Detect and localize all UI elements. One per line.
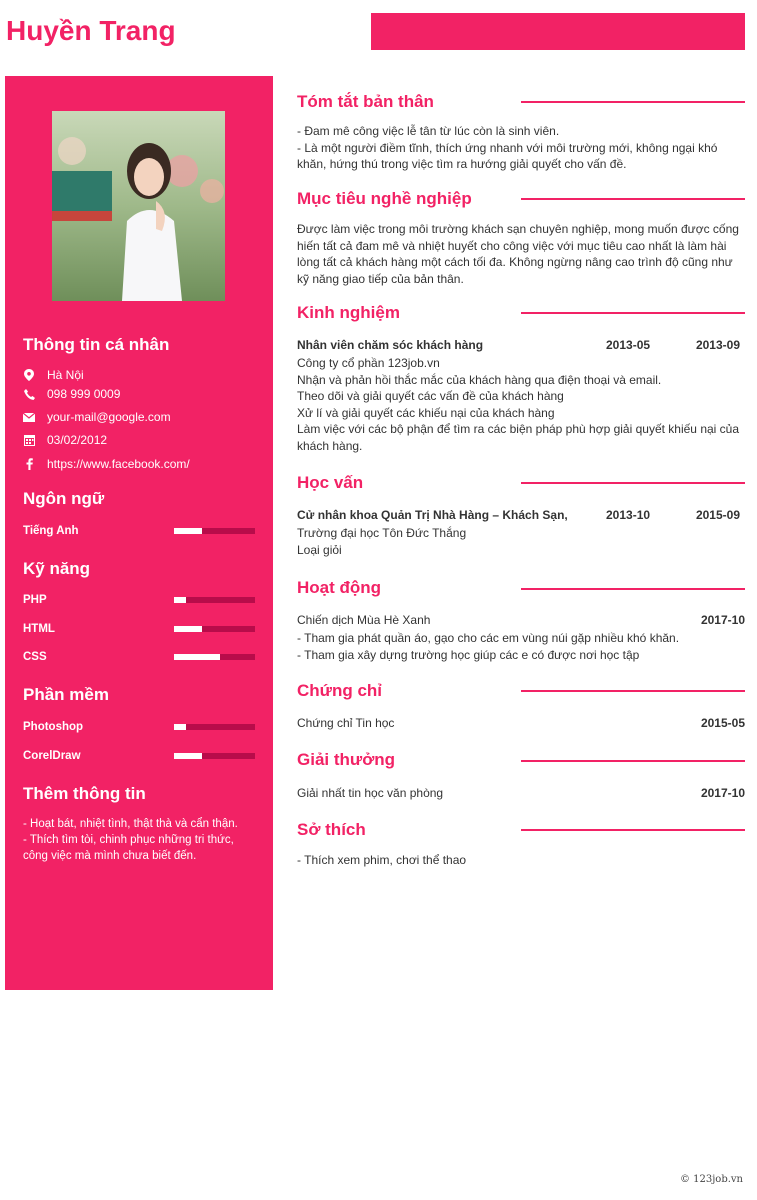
- level-bar: [174, 753, 255, 759]
- contact-phone-text: 098 999 0009: [47, 387, 121, 401]
- activity-details: [297, 630, 747, 663]
- level-bar-fill: [174, 654, 220, 660]
- language-label: Tiếng Anh: [23, 525, 79, 537]
- level-bar-fill: [174, 724, 186, 730]
- education-school: Trường đại học Tôn Đức Thắng: [297, 526, 467, 540]
- software-title: Phần mềm: [23, 685, 109, 704]
- level-bar: [174, 626, 255, 632]
- skill-label: CSS: [23, 651, 47, 663]
- more-info-line: - Hoạt bát, nhiệt tình, thật thà và cẩn thận.: [23, 818, 238, 830]
- language-item: [23, 522, 255, 540]
- skill-label: HTML: [23, 623, 55, 635]
- summary-line: - Đam mê công việc lễ tân từ lúc còn là sinh viên.: [297, 124, 560, 138]
- section-divider: [521, 829, 745, 831]
- activity-header: [297, 613, 745, 630]
- contact-location-text: Hà Nội: [47, 368, 84, 382]
- contact-birthdate: [23, 431, 107, 449]
- objective-text: Được làm việc trong môi trường khách sạn chuyên nghiệp, mong muốn được cống hiến tất cả đam mê và nhiệt huyết cho công việc với mục tiêu cao nhất là làm hài lòng tất cả khách hàng một cách tối đa. Không ngừng nâng cao trình độ cũng như kỹ năng giao tiếp của bản thân.: [297, 222, 739, 286]
- certificates-title: Chứng chỉ: [297, 681, 383, 700]
- experience-line: Làm việc với các bộ phận để tìm ra các biện pháp phù hợp giải quyết khiếu nại của khách hàng.: [297, 422, 740, 453]
- experience-position: Nhân viên chăm sóc khách hàng: [297, 338, 484, 352]
- more-info-title: Thêm thông tin: [23, 784, 146, 803]
- skill-item: [23, 620, 255, 638]
- activity-date: 2017-10: [700, 613, 745, 627]
- contact-birthdate-text: 03/02/2012: [47, 433, 108, 447]
- more-info-line: - Thích tìm tòi, chinh phục những tri thức, công việc mà mình chưa biết đến.: [23, 834, 234, 862]
- level-bar: [174, 597, 255, 603]
- education-details: [297, 525, 747, 558]
- section-divider: [521, 482, 745, 484]
- footer-copyright: © 123job.vn: [679, 1174, 743, 1185]
- software-label: Photoshop: [23, 721, 84, 733]
- award-item: [297, 786, 745, 803]
- experience-company: Công ty cổ phần 123job.vn: [297, 356, 440, 370]
- education-grade: Loại giỏi: [297, 542, 342, 557]
- languages-title: Ngôn ngữ: [23, 489, 105, 508]
- more-info-text: [23, 816, 255, 864]
- experience-title: Kinh nghiệm: [297, 303, 400, 322]
- contact-phone: [23, 385, 120, 403]
- activity-line: - Tham gia phát quần áo, gạo cho các em vùng núi gặp nhiều khó khăn.: [297, 631, 680, 645]
- certificate-name: Chứng chỉ Tin học: [297, 716, 395, 730]
- experience-line: Xử lí và giải quyết các khiếu nại của khách hàng: [297, 405, 555, 420]
- contact-location: [23, 366, 84, 384]
- contact-email-text: your-mail@google.com: [47, 410, 171, 424]
- activity-name: Chiến dịch Mùa Hè Xanh: [297, 613, 431, 627]
- education-end: 2015-09: [695, 508, 740, 522]
- skill-label: PHP: [23, 594, 47, 606]
- certificate-item: [297, 716, 745, 733]
- experience-start: 2013-05: [606, 338, 651, 352]
- contact-facebook[interactable]: [23, 455, 190, 473]
- skill-item: [23, 591, 255, 609]
- summary-line: - Là một người điềm tĩnh, thích ứng nhanh với môi trường mới, không ngại khó khăn, hứng thú trong việc tìm ra hướng giải quyết cho vấn đề.: [297, 140, 718, 171]
- hobbies-title: Sở thích: [297, 820, 366, 839]
- education-title: Học vấn: [297, 473, 364, 492]
- software-label: CorelDraw: [23, 750, 81, 762]
- level-bar-fill: [174, 626, 202, 632]
- level-bar-fill: [174, 597, 186, 603]
- section-divider: [521, 690, 745, 692]
- personal-info-title: Thông tin cá nhân: [23, 335, 170, 354]
- profile-photo: [52, 111, 225, 301]
- envelope-icon: [23, 411, 35, 423]
- education-start: 2013-10: [606, 508, 651, 522]
- contact-facebook-text: https://www.facebook.com/: [47, 457, 190, 471]
- education-degree: Cử nhân khoa Quản Trị Nhà Hàng – Khách Sạn,: [297, 508, 568, 522]
- activity-line: - Tham gia xây dựng trường học giúp các e có được nơi học tập: [297, 647, 640, 662]
- section-divider: [521, 198, 745, 200]
- summary-title: Tóm tắt bản thân: [297, 92, 434, 111]
- level-bar-fill: [174, 753, 202, 759]
- calendar-icon: [23, 434, 35, 446]
- award-date: 2017-10: [700, 786, 745, 800]
- objective-title: Mục tiêu nghề nghiệp: [297, 189, 472, 208]
- map-marker-icon: [23, 369, 35, 381]
- award-name: Giải nhất tin học văn phòng: [297, 786, 444, 800]
- section-divider: [521, 101, 745, 103]
- software-item: [23, 747, 255, 765]
- experience-details: [297, 355, 747, 454]
- level-bar: [174, 654, 255, 660]
- section-divider: [521, 760, 745, 762]
- skills-title: Kỹ năng: [23, 559, 91, 578]
- experience-end: 2013-09: [695, 338, 740, 352]
- hobbies-text: - Thích xem phim, chơi thể thao: [297, 853, 467, 867]
- phone-icon: [23, 388, 35, 400]
- candidate-name: Huyền Trang: [6, 15, 176, 46]
- skill-item: [23, 648, 255, 666]
- level-bar-fill: [174, 528, 202, 534]
- awards-title: Giải thưởng: [297, 750, 396, 769]
- level-bar: [174, 724, 255, 730]
- section-divider: [521, 588, 745, 590]
- certificate-date: 2015-05: [700, 716, 745, 730]
- facebook-icon: [23, 458, 35, 470]
- level-bar: [174, 528, 255, 534]
- activities-title: Hoạt động: [297, 578, 382, 597]
- contact-email[interactable]: [23, 408, 171, 426]
- experience-line: Nhận và phản hồi thắc mắc của khách hàng qua điện thoại và email.: [297, 372, 662, 387]
- sidebar: [5, 76, 273, 990]
- experience-header: [297, 338, 745, 355]
- education-header: [297, 508, 745, 525]
- section-divider: [521, 312, 745, 314]
- summary-text: [297, 123, 747, 173]
- software-item: [23, 718, 255, 736]
- experience-line: Theo dõi và giải quyết các vấn đề của khách hàng: [297, 389, 564, 403]
- header-accent-bar: [371, 13, 745, 50]
